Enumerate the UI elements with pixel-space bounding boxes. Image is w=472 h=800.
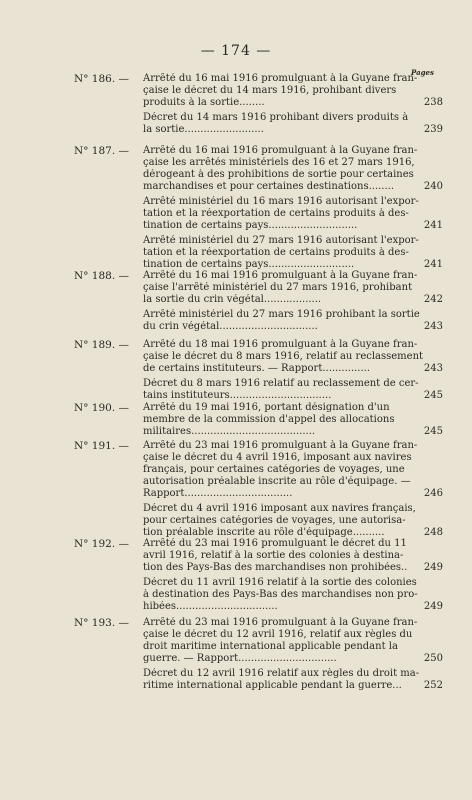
entry-item	[143, 235, 443, 271]
entry-item	[143, 112, 443, 136]
entry-text-line	[143, 181, 443, 193]
entry-number: N° 187. —	[74, 145, 129, 157]
entry-text: Décret du 14 mars 1916 prohibant divers produits à	[143, 112, 409, 123]
entry-text: Rapport..................................	[143, 488, 293, 499]
entry-text-line	[143, 414, 443, 426]
entry-items	[143, 617, 443, 692]
entry-text-line	[143, 668, 443, 680]
entry-number: N° 193. —	[74, 617, 129, 629]
entry-text: militaires.......................................	[143, 426, 316, 437]
entry-text-line	[143, 208, 443, 220]
entry-text-line	[143, 73, 443, 85]
page-reference: 242	[423, 294, 443, 305]
entry-text-line	[143, 550, 443, 562]
entry-text: Arrêté du 16 mai 1916 promulguant à la Guyane fran-	[143, 270, 418, 281]
entry-text-line	[143, 617, 443, 629]
entry-item	[143, 309, 443, 333]
entry-text: tation et la réexportation de certains produits à des-	[143, 208, 409, 219]
entry-text: avril 1916, relatif à la sortie des colonies à destina-	[143, 550, 404, 561]
entry-text: Arrêté ministériel du 27 mars 1916 autorisant l'expor-	[143, 235, 419, 246]
entry-text-line	[143, 220, 443, 232]
entry-text: tination de certains pays............................	[143, 220, 358, 231]
page-reference: 239	[423, 124, 443, 135]
entry-text: Arrêté ministériel du 16 mars 1916 autorisant l'expor-	[143, 196, 419, 207]
entry-text-line	[143, 440, 443, 452]
entry-text-line	[143, 270, 443, 282]
entry-text: Arrêté du 16 mai 1916 promulguant à la Guyane fran-	[143, 145, 418, 156]
entry-text: Décret du 8 mars 1916 relatif au reclassement de cer-	[143, 378, 419, 389]
page-reference: 243	[423, 363, 443, 374]
entry-items	[143, 339, 443, 402]
entry-item	[143, 503, 443, 539]
entry-text: autorisation préalable inscrite au rôle d'équipage. —	[143, 476, 411, 487]
entry-text-line	[143, 339, 443, 351]
entry-text: tination de certains pays...........................	[143, 259, 355, 270]
entry-text: Décret du 4 avril 1916 imposant aux navires français,	[143, 503, 416, 514]
entry-text-line	[143, 390, 443, 402]
entry-items	[143, 73, 443, 136]
page-reference: 248	[423, 527, 443, 538]
entry-number: N° 192. —	[74, 538, 129, 550]
entry-text-line	[143, 282, 443, 294]
entry-text-line	[143, 363, 443, 375]
entry-text: tion des Pays-Bas des marchandises non prohibées..	[143, 562, 408, 573]
entry-item	[143, 577, 443, 613]
entry-text-line	[143, 157, 443, 169]
entry-text-line	[143, 515, 443, 527]
entry-text: produits à la sortie........	[143, 97, 265, 108]
entry-text-line	[143, 85, 443, 97]
entry-text: Arrêté du 23 mai 1916 promulguant à la Guyane fran-	[143, 440, 418, 451]
entry-text: guerre. — Rapport...............................	[143, 653, 337, 664]
entry-item	[143, 196, 443, 232]
entry-text-line	[143, 145, 443, 157]
page-reference: 250	[423, 653, 443, 664]
entry-text-line	[143, 235, 443, 247]
entry-number: N° 188. —	[74, 270, 129, 282]
entry-text-line	[143, 426, 443, 438]
entry-text: de certains instituteurs. — Rapport...............	[143, 363, 371, 374]
entry-text: du crin végétal...............................	[143, 321, 318, 332]
entry-text-line	[143, 538, 443, 550]
entry-text-line	[143, 589, 443, 601]
entry-text-line	[143, 247, 443, 259]
entry-text: membre de la commission d'appel des allocations	[143, 414, 395, 425]
entry-item	[143, 668, 443, 692]
entry-text: français, pour certaines catégories de voyages, une	[143, 464, 405, 475]
page-reference: 243	[423, 321, 443, 332]
entry-text: la sortie.........................	[143, 124, 264, 135]
page-reference: 252	[423, 680, 443, 691]
page-reference: 240	[423, 181, 443, 192]
entry-text-line	[143, 294, 443, 306]
entry-text-line	[143, 112, 443, 124]
entry-item	[143, 538, 443, 574]
pages-column-heading: Pages	[411, 68, 434, 77]
entry-text-line	[143, 503, 443, 515]
entry-text: à destination des Pays-Bas des marchandises non pro-	[143, 589, 418, 600]
page-reference: 241	[423, 220, 443, 231]
entry-text: çaise le décret du 12 avril 1916, relatif aux règles du	[143, 629, 413, 640]
entry-text-line	[143, 321, 443, 333]
page-reference: 249	[423, 562, 443, 573]
page-reference: 238	[423, 97, 443, 108]
entry-text: dérogeant à des prohibitions de sortie pour certaines	[143, 169, 414, 180]
entry-text: çaise les arrêtés ministériels des 16 et 27 mars 1916,	[143, 157, 415, 168]
entry-text-line	[143, 641, 443, 653]
entry-item	[143, 402, 443, 438]
entry-items	[143, 440, 443, 539]
entry-text: çaise le décret du 4 avril 1916, imposant aux navires	[143, 452, 412, 463]
page-reference: 241	[423, 259, 443, 270]
entry-text: Arrêté du 23 mai 1916 promulguant à la Guyane fran-	[143, 617, 418, 628]
entry-text: çaise le décret du 8 mars 1916, relatif au reclassement	[143, 351, 424, 362]
page-reference: 245	[423, 426, 443, 437]
entry-text-line	[143, 378, 443, 390]
entry-text: çaise le décret du 14 mars 1916, prohibant divers	[143, 85, 397, 96]
entry-text: Arrêté du 16 mai 1916 promulguant à la Guyane fran-	[143, 73, 418, 84]
entry-item	[143, 617, 443, 665]
entry-text: Arrêté du 23 mai 1916 promulguant le décret du 11	[143, 538, 407, 549]
entry-item	[143, 73, 443, 109]
entry-item	[143, 339, 443, 375]
entry-text: tains instituteurs................................	[143, 390, 332, 401]
entry-text: ritime international applicable pendant la guerre...	[143, 680, 402, 691]
entry-items	[143, 402, 443, 438]
entry-text: Arrêté du 19 mai 1916, portant désignation d'un	[143, 402, 390, 413]
page-reference: 245	[423, 390, 443, 401]
entry-text-line	[143, 629, 443, 641]
entry-number: N° 186. —	[74, 73, 129, 85]
entry-number: N° 189. —	[74, 339, 129, 351]
entry-item	[143, 145, 443, 193]
entry-text-line	[143, 351, 443, 363]
entry-number: N° 191. —	[74, 440, 129, 452]
entry-text-line	[143, 562, 443, 574]
entry-item	[143, 378, 443, 402]
entry-text: droit maritime international applicable pendant la	[143, 641, 398, 652]
entry-text: Arrêté ministériel du 27 mars 1916 prohibant la sortie	[143, 309, 420, 320]
entry-text-line	[143, 124, 443, 136]
entry-text-line	[143, 452, 443, 464]
entry-items	[143, 145, 443, 271]
entry-text-line	[143, 601, 443, 613]
entry-text-line	[143, 169, 443, 181]
entry-item	[143, 270, 443, 306]
entry-text-line	[143, 196, 443, 208]
entry-text-line	[143, 97, 443, 109]
entry-text: marchandises et pour certaines destinations........	[143, 181, 395, 192]
entry-text: hibées................................	[143, 601, 278, 612]
entry-text: çaise l'arrêté ministériel du 27 mars 1916, prohibant	[143, 282, 413, 293]
entry-item	[143, 440, 443, 500]
page-reference: 246	[423, 488, 443, 499]
entry-text-line	[143, 309, 443, 321]
page-number: — 174 —	[200, 43, 272, 59]
entry-number: N° 190. —	[74, 402, 129, 414]
entry-text-line	[143, 653, 443, 665]
page-reference: 249	[423, 601, 443, 612]
entry-text-line	[143, 464, 443, 476]
entry-text: tion préalable inscrite au rôle d'équipage..........	[143, 527, 385, 538]
entry-items	[143, 270, 443, 333]
entry-text: Décret du 11 avril 1916 relatif à la sortie des colonies	[143, 577, 417, 588]
entry-text-line	[143, 488, 443, 500]
entry-text: Arrêté du 18 mai 1916 promulguant à la Guyane fran-	[143, 339, 418, 350]
entry-text: pour certaines catégories de voyages, une autorisa-	[143, 515, 406, 526]
entry-text: tation et la réexportation de certains produits à des-	[143, 247, 409, 258]
entry-text-line	[143, 577, 443, 589]
entry-text-line	[143, 402, 443, 414]
entry-text: la sortie du crin végétal..................	[143, 294, 322, 305]
entry-text-line	[143, 476, 443, 488]
entry-text-line	[143, 680, 443, 692]
entry-items	[143, 538, 443, 613]
entry-text: Décret du 12 avril 1916 relatif aux règles du droit ma-	[143, 668, 420, 679]
